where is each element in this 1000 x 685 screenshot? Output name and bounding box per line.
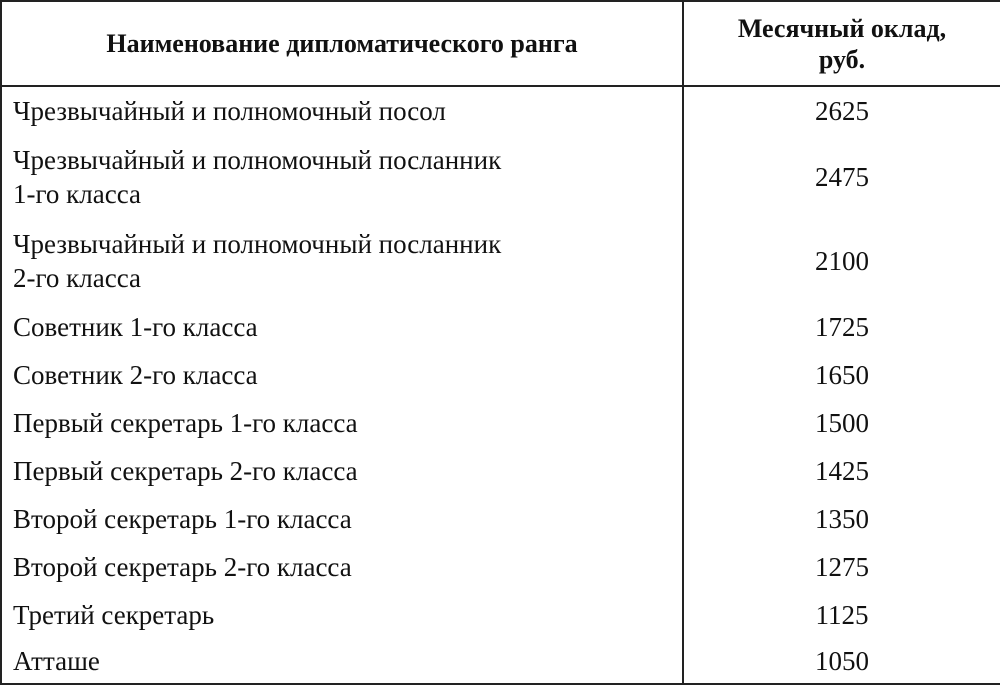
- rank-name: [1, 495, 683, 543]
- salary-value: 1725: [683, 303, 1000, 351]
- rank-name-line2: 2-го класса: [13, 263, 141, 293]
- rank-name-line1: Чрезвычайный и полномочный посланник: [13, 145, 502, 175]
- header-salary-line2: руб.: [818, 44, 866, 74]
- rank-name-line2: 1-го класса: [13, 179, 141, 209]
- rank-name: [1, 351, 683, 399]
- table-row: [1, 447, 1000, 495]
- rank-name: [1, 86, 683, 135]
- table-row: [1, 543, 1000, 591]
- rank-name-line1: Советник 2-го класса: [13, 360, 258, 390]
- table-row: [1, 351, 1000, 399]
- rank-name-line1: Второй секретарь 1-го класса: [13, 504, 352, 534]
- header-row: [1, 1, 1000, 86]
- table-header: [1, 1, 1000, 86]
- table-row: [1, 86, 1000, 135]
- salary-value: 2625: [683, 86, 1000, 135]
- rank-name-line1: Первый секретарь 2-го класса: [13, 456, 358, 486]
- rank-name: [1, 219, 683, 303]
- table-row: [1, 219, 1000, 303]
- salary-value: 1500: [683, 399, 1000, 447]
- rank-name-line1: Третий секретарь: [13, 600, 215, 630]
- salary-value: 1050: [683, 639, 1000, 684]
- rank-name: [1, 639, 683, 684]
- rank-name-line1: Чрезвычайный и полномочный посланник: [13, 229, 502, 259]
- salary-value: 1125: [683, 591, 1000, 639]
- table-row: [1, 303, 1000, 351]
- salary-value: 1350: [683, 495, 1000, 543]
- rank-name: [1, 447, 683, 495]
- rank-name: [1, 543, 683, 591]
- header-salary: [683, 1, 1000, 86]
- table-row: [1, 591, 1000, 639]
- header-salary-line1: Месячный оклад,: [737, 13, 947, 43]
- salary-value: 1275: [683, 543, 1000, 591]
- table-row: [1, 495, 1000, 543]
- rank-name-line1: Первый секретарь 1-го класса: [13, 408, 358, 438]
- rank-name-line1: Атташе: [13, 646, 100, 676]
- table-body: [1, 86, 1000, 684]
- salary-value: 1425: [683, 447, 1000, 495]
- rank-name: [1, 303, 683, 351]
- salary-value: 2475: [683, 135, 1000, 219]
- table-row: [1, 639, 1000, 684]
- rank-name: [1, 591, 683, 639]
- rank-name: [1, 135, 683, 219]
- rank-name: [1, 399, 683, 447]
- salary-value: 2100: [683, 219, 1000, 303]
- header-rank: Наименование дипломатического ранга: [1, 1, 683, 86]
- table-row: [1, 135, 1000, 219]
- salary-value: 1650: [683, 351, 1000, 399]
- table-row: [1, 399, 1000, 447]
- rank-name-line1: Советник 1-го класса: [13, 312, 258, 342]
- rank-name-line1: Чрезвычайный и полномочный посол: [13, 96, 446, 126]
- rank-name-line1: Второй секретарь 2-го класса: [13, 552, 352, 582]
